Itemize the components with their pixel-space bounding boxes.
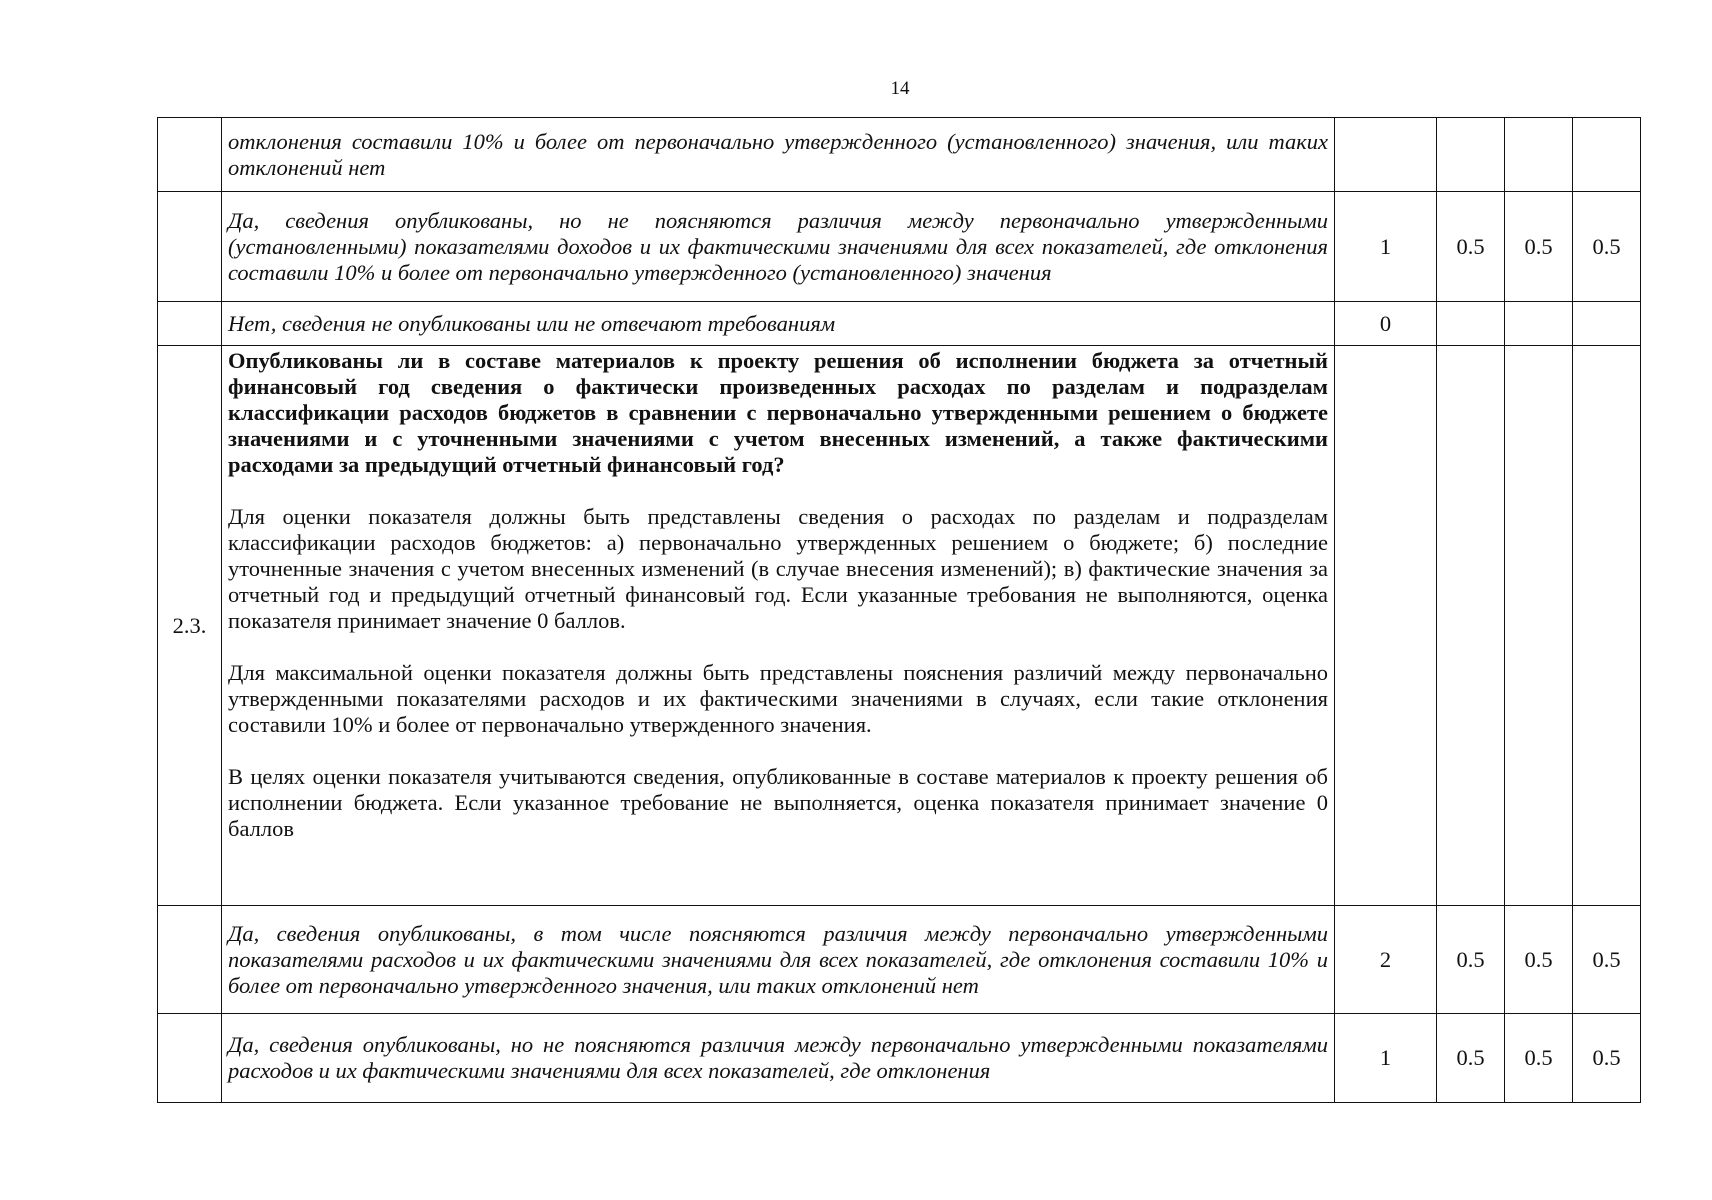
weight-cell-1: 0.5 (1437, 1014, 1505, 1103)
score-cell: 1 (1335, 1014, 1437, 1103)
table-row (158, 302, 1641, 346)
weight-cell-2 (1505, 346, 1573, 906)
row-number (158, 192, 222, 302)
criterion-text: отклонения составили 10% и более от первоначально утвержденного (установленного) значения, или таких отклонений нет (222, 118, 1335, 192)
weight-cell-1 (1437, 346, 1505, 906)
weight-cell-1: 0.5 (1437, 906, 1505, 1014)
table-row (158, 118, 1641, 192)
score-cell (1335, 346, 1437, 906)
description-paragraph: В целях оценки показателя учитываются сведения, опубликованные в составе материалов к проекту решения об исполнении бюджета. Если указанное требование не выполняется, оценка показателя принимает значение 0 баллов (228, 764, 1328, 841)
weight-cell-3 (1573, 118, 1641, 192)
weight-cell-2 (1505, 118, 1573, 192)
table-row (158, 906, 1641, 1014)
criterion-text: Да, сведения опубликованы, но не поясняются различия между первоначально утвержденными (установленными) показателями доходов и их фактическими значениями для всех показателей, где отклонения составили 10% и более от первоначально утвержденного (установленного) значения (222, 192, 1335, 302)
row-number (158, 118, 222, 192)
weight-cell-2: 0.5 (1505, 1014, 1573, 1103)
table-row (158, 1014, 1641, 1103)
weight-cell-2: 0.5 (1505, 192, 1573, 302)
criteria-table (157, 117, 1641, 1103)
weight-cell-2: 0.5 (1505, 906, 1573, 1014)
weight-cell-3 (1573, 346, 1641, 906)
weight-cell-2 (1505, 302, 1573, 346)
page-number: 14 (890, 78, 910, 99)
table-row (158, 192, 1641, 302)
row-number (158, 302, 222, 346)
criterion-text: Да, сведения опубликованы, но не поясняются различия между первоначально утвержденными показателями расходов и их фактическими значениями для всех показателей, где отклонения (222, 1014, 1335, 1103)
row-number (158, 1014, 222, 1103)
weight-cell-3 (1573, 302, 1641, 346)
score-cell (1335, 118, 1437, 192)
weight-cell-1: 0.5 (1437, 192, 1505, 302)
weight-cell-3: 0.5 (1573, 906, 1641, 1014)
criterion-text: Да, сведения опубликованы, в том числе поясняются различия между первоначально утвержденными показателями расходов и их фактическими значениями для всех показателей, где отклонения составили 10% и более от первоначально утвержденного значения, или таких отклонений нет (222, 906, 1335, 1014)
description-paragraph: Для оценки показателя должны быть представлены сведения о расходах по разделам и подразделам классификации расходов бюджетов: а) первоначально утвержденных решением о бюджете; б) последние уточненные значения с учетом внесенных изменений (в случае внесения изменений); в) фактические значения за отчетный год и предыдущий отчетный финансовый год. Если указанные требования не выполняются, оценка показателя принимает значение 0 баллов. (228, 504, 1328, 633)
weight-cell-3: 0.5 (1573, 192, 1641, 302)
row-number: 2.3. (158, 346, 222, 906)
criterion-description (222, 346, 1335, 906)
description-paragraph: Для максимальной оценки показателя должны быть представлены пояснения различий между первоначально утвержденными показателями расходов и их фактическими значениями в случаях, если такие отклонения составили 10% и более от первоначально утвержденного значения. (228, 660, 1328, 737)
score-cell: 2 (1335, 906, 1437, 1014)
weight-cell-3: 0.5 (1573, 1014, 1641, 1103)
weight-cell-1 (1437, 118, 1505, 192)
weight-cell-1 (1437, 302, 1505, 346)
row-number (158, 906, 222, 1014)
criterion-text: Нет, сведения не опубликованы или не отвечают требованиям (222, 302, 1335, 346)
score-cell: 0 (1335, 302, 1437, 346)
table-row (158, 346, 1641, 906)
criterion-question: Опубликованы ли в составе материалов к проекту решения об исполнении бюджета за отчетный финансовый год сведения о фактически произведенных расходах по разделам и подразделам классификации расходов бюджетов в сравнении с первоначально утвержденными решением о бюджете значениями и с уточненными значениями с учетом внесенных изменений, а также фактическими расходами за предыдущий отчетный финансовый год? (228, 348, 1328, 477)
score-cell: 1 (1335, 192, 1437, 302)
